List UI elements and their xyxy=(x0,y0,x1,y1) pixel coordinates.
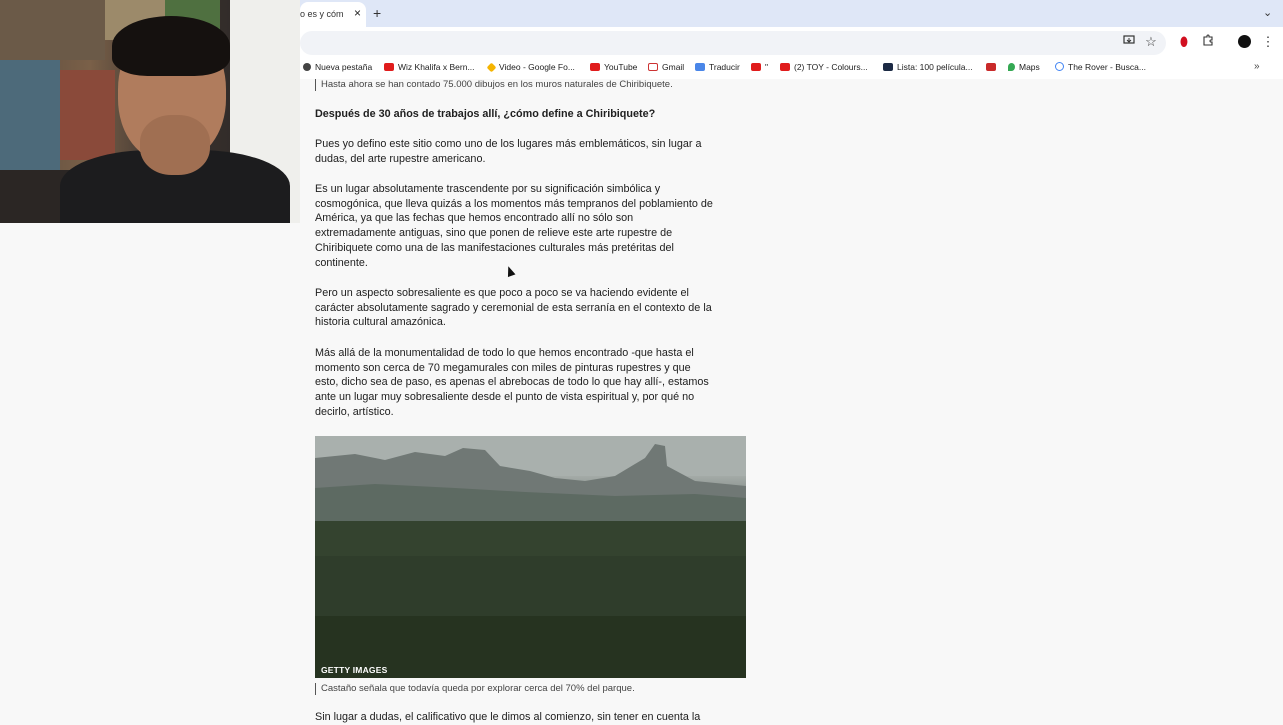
new-tab-button[interactable]: + xyxy=(373,5,382,21)
youtube-icon xyxy=(590,63,600,71)
profile-avatar[interactable] xyxy=(1238,35,1251,48)
address-bar[interactable] xyxy=(300,31,1166,55)
active-tab[interactable] xyxy=(300,2,366,27)
youtube-icon xyxy=(780,63,790,71)
webcam-overlay xyxy=(0,0,300,223)
bookmark-item[interactable] xyxy=(986,62,1000,72)
extensions-icon[interactable] xyxy=(1200,33,1216,51)
paragraph: Pues yo defino este sitio como uno de los lugares más emblemáticos, sin lugar a dudas, del arte rupestre americano. xyxy=(315,138,702,165)
bookmark-item[interactable]: Lista: 100 película... xyxy=(883,62,973,72)
wall-art xyxy=(0,60,60,170)
bookmark-item[interactable]: Video - Google Fo... xyxy=(488,62,575,72)
bookmark-item[interactable]: (2) TOY - Colours... xyxy=(780,62,868,72)
bookmark-item[interactable]: Nueva pestaña xyxy=(303,62,372,72)
photo-caption: Castaño señala que todavía queda por explorar cerca del 70% del parque. xyxy=(315,683,821,695)
youtube-icon xyxy=(751,63,761,71)
bookmark-item[interactable]: Traducir xyxy=(695,62,740,72)
star-icon[interactable]: ☆ xyxy=(1145,34,1157,49)
youtube-icon xyxy=(384,63,394,71)
article-photo xyxy=(315,436,746,678)
image-caption: Hasta ahora se han contado 75.000 dibujos en los muros naturales de Chiribiquete. xyxy=(315,79,821,91)
install-icon[interactable] xyxy=(1121,33,1137,51)
paragraph: Más allá de la monumentalidad de todo lo que hemos encontrado -que hasta el momento son cerca de 70 megamurales con miles de pinturas rupestres y que esto, dicho sea de paso, es apenas el abrebocas de todo lo que hay allí-, estamos ante un lugar muy sobresaliente desde el punto de vista espiritual y, por qué no decirlo, artístico. xyxy=(315,347,709,418)
photo-credit: GETTY IMAGES xyxy=(321,665,388,675)
person-hand xyxy=(140,115,210,175)
translate-icon xyxy=(695,63,705,71)
gmail-icon xyxy=(648,63,658,71)
bookmark-item[interactable]: Gmail xyxy=(648,62,684,72)
menu-icon[interactable]: ⋮ xyxy=(1261,34,1275,49)
close-tab-icon[interactable]: × xyxy=(353,6,361,20)
tab-search-icon[interactable]: ⌄ xyxy=(1263,7,1273,19)
opera-icon[interactable]: ⬮ xyxy=(1179,34,1189,49)
bookmark-item[interactable]: Maps xyxy=(1008,62,1040,72)
maps-icon xyxy=(1008,63,1015,71)
tab-title: o es y cóm xyxy=(300,9,344,19)
bookmark-item[interactable]: YouTube xyxy=(590,62,637,72)
wall-art xyxy=(0,0,105,60)
more-bookmarks-button[interactable]: » xyxy=(1254,61,1260,72)
paragraph: Pero un aspecto sobresaliente es que poco a poco se va haciendo evidente el carácter absolutamente sagrado y ceremonial de esta serranía en el contexto de la historia cultural amazónica. xyxy=(315,287,712,329)
paragraph: Sin lugar a dudas, el calificativo que le dimos al comienzo, sin tener en cuenta la xyxy=(315,711,701,723)
list-icon xyxy=(883,63,893,71)
wall-art xyxy=(60,70,115,160)
bookmark-item[interactable]: The Rover - Busca... xyxy=(1055,62,1146,72)
paragraph: Es un lugar absolutamente trascendente por su significación simbólica y cosmogónica, que lleva quizás a los momentos más tempranos del poblamiento de América, ya que las fechas que hemos encontrado allí no sólo son extremadamente antiguas, sino que ponen de relieve este arte rupestre de Chiribiquete como una de las manifestaciones culturales más pretéritas del continente. xyxy=(315,183,713,269)
bookmark-item[interactable]: Wiz Khalifa x Bern... xyxy=(384,62,475,72)
google-icon xyxy=(1055,62,1064,71)
landscape-illustration xyxy=(315,436,746,678)
globe-icon xyxy=(303,63,311,71)
drive-icon xyxy=(487,63,497,73)
bookmark-item[interactable]: " xyxy=(751,62,768,72)
person-hair xyxy=(112,16,230,76)
letterboxd-icon xyxy=(986,63,996,71)
interview-question: Después de 30 años de trabajos allí, ¿cómo define a Chiribiquete? xyxy=(315,108,656,120)
